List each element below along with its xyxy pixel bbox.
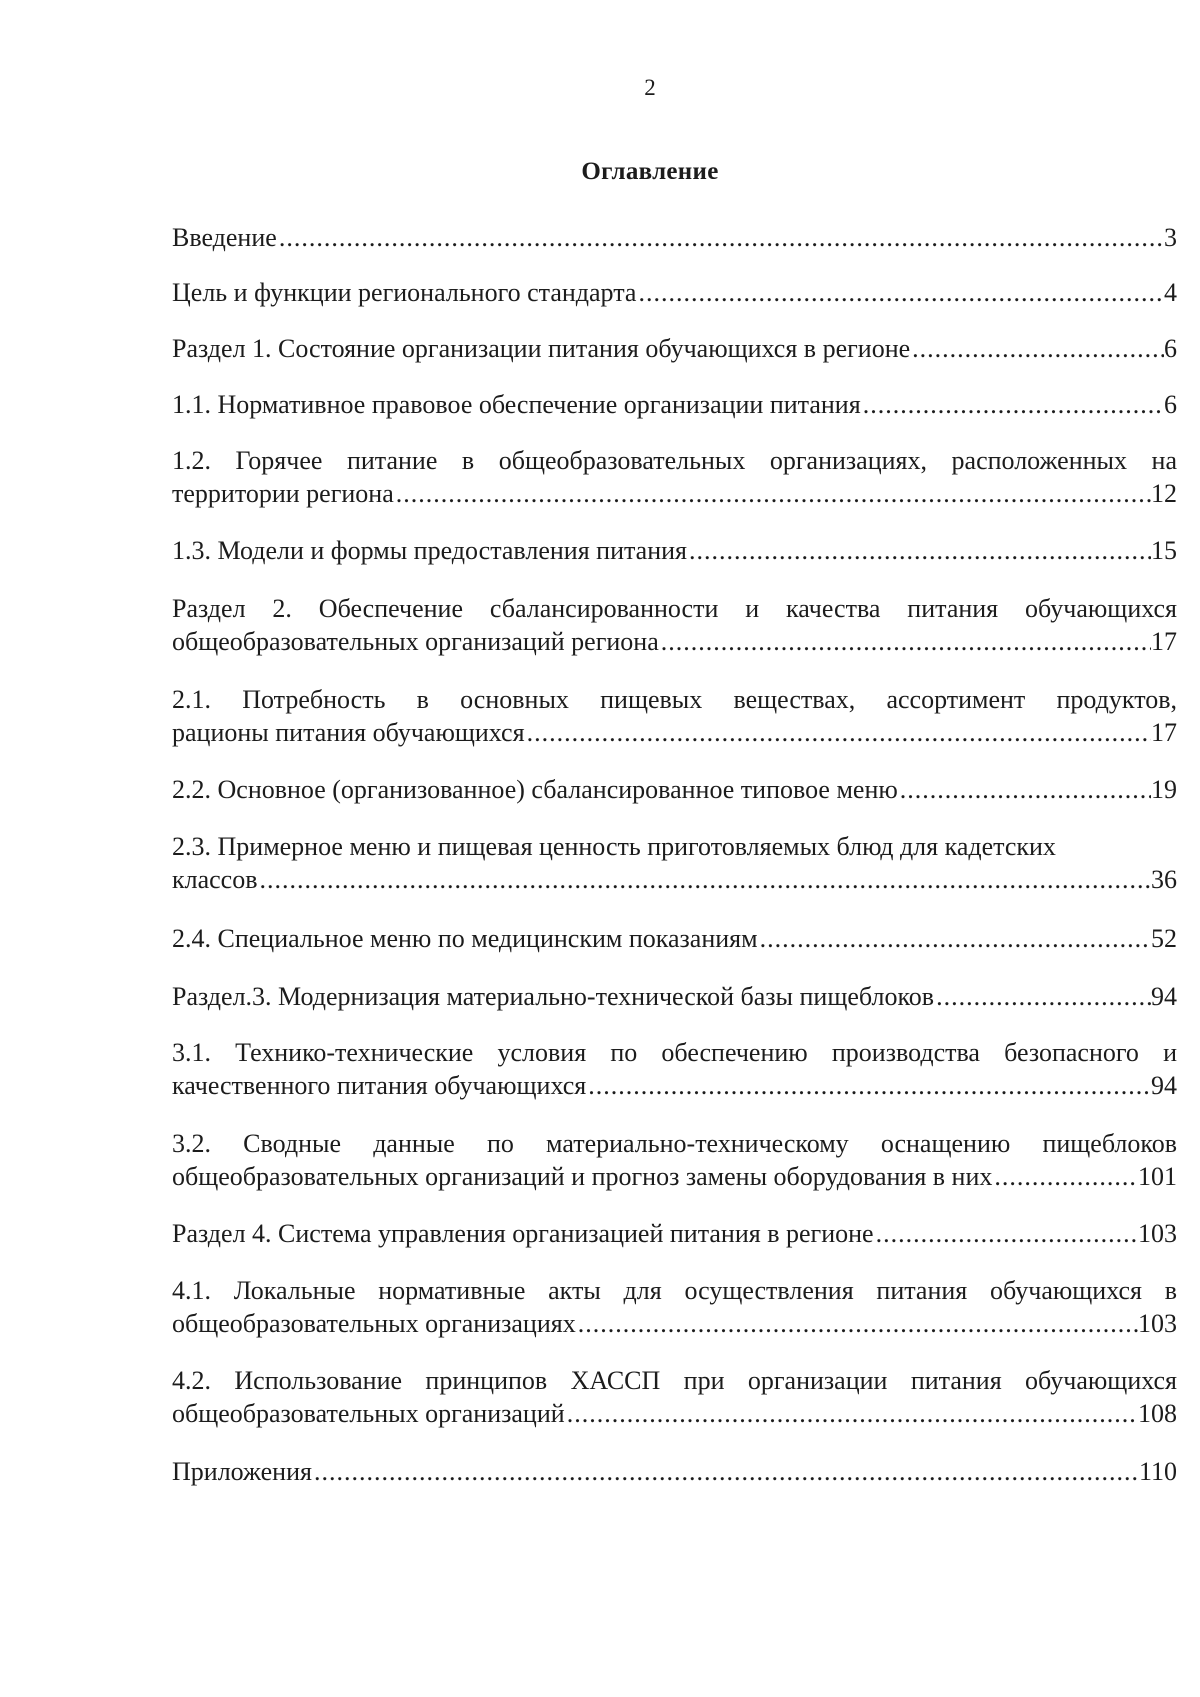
dot-leader [636,276,1164,309]
dot-leader [525,716,1151,749]
dot-leader [659,625,1151,658]
dot-leader [898,773,1151,806]
dot-leader [586,1069,1151,1102]
dot-leader [394,477,1151,510]
toc-page-number: 103 [1138,1309,1177,1338]
dot-leader [874,1217,1138,1250]
toc-entry-goals: Цель и функции регионального стандарта ..... 4 [172,276,1177,309]
toc-page-number: 19 [1151,775,1177,804]
dot-leader [258,863,1151,896]
toc-entry-section-1: Раздел 1. Состояние организации питания обучающихся в регионе ..... 6 [172,332,1177,365]
toc-page-number: 103 [1138,1219,1177,1248]
toc-entry-section-2: Раздел 2. Обеспечение сбалансированности и качества питания обучающихся общеобразовательных организаций региона ..... 17 [172,592,1177,658]
toc-page-number: 17 [1151,718,1177,747]
toc-page-number: 3 [1164,223,1177,252]
toc-entry-introduction: Введение ..... 3 [172,221,1177,254]
toc-page-number: 110 [1138,1457,1177,1486]
toc-page-number: 101 [1138,1162,1177,1191]
toc-entry-section-4: Раздел 4. Система управления организацией питания в регионе ..... 103 [172,1217,1177,1250]
dot-leader [576,1307,1138,1340]
dot-leader [687,534,1151,567]
toc-title: Оглавление [581,158,719,185]
toc-entry-section-3: Раздел.3. Модернизация материально-технической базы пищеблоков ..... 94 [172,980,1177,1013]
dot-leader [934,980,1151,1013]
toc-page-number: 6 [1164,334,1177,363]
toc-page-number: 4 [1164,278,1177,307]
page-number: 2 [644,75,656,100]
toc-page-number: 52 [1151,924,1177,953]
toc-page-number: 36 [1151,865,1177,894]
toc-page-number: 17 [1151,627,1177,656]
toc-entry-1-2: 1.2. Горячее питание в общеобразовательных организациях, расположенных на территории региона ..... 12 [172,444,1177,510]
toc-entry-2-3: 2.3. Примерное меню и пищевая ценность приготовляемых блюд для кадетских классов ..... 36 [172,830,1177,896]
dot-leader [277,221,1164,254]
toc-entry-1-3: 1.3. Модели и формы предоставления питания ..... 15 [172,534,1177,567]
toc-page-number: 94 [1151,1071,1177,1100]
toc-entry-4-1: 4.1. Локальные нормативные акты для осуществления питания обучающихся в общеобразовательных организациях ..... 103 [172,1274,1177,1340]
dot-leader [565,1397,1138,1430]
toc-entry-4-2: 4.2. Использование принципов ХАССП при организации питания обучающихся общеобразовательных организаций ..... 108 [172,1364,1177,1430]
toc-page-number: 12 [1151,479,1177,508]
toc-page-number: 108 [1138,1399,1177,1428]
dot-leader [758,922,1151,955]
dot-leader [910,332,1164,365]
dot-leader [861,388,1164,421]
toc-page-number: 94 [1151,982,1177,1011]
toc-page-number: 6 [1164,390,1177,419]
toc-page-number: 15 [1151,536,1177,565]
dot-leader [312,1455,1139,1488]
toc-entry-2-2: 2.2. Основное (организованное) сбалансированное типовое меню ..... 19 [172,773,1177,806]
dot-leader [992,1160,1138,1193]
toc-entry-2-4: 2.4. Специальное меню по медицинским показаниям ..... 52 [172,922,1177,955]
toc-entry-3-2: 3.2. Сводные данные по материально-техническому оснащению пищеблоков общеобразовательных организаций и прогноз замены оборудования в них ..... 101 [172,1127,1177,1193]
toc-entry-1-1: 1.1. Нормативное правовое обеспечение организации питания ..... 6 [172,388,1177,421]
toc-entry-appendices: Приложения ..... 110 [172,1455,1177,1488]
toc-entry-3-1: 3.1. Технико-технические условия по обеспечению производства безопасного и качественного питания обучающихся ..... 94 [172,1036,1177,1102]
toc-entry-2-1: 2.1. Потребность в основных пищевых веществах, ассортимент продуктов, рационы питания обучающихся ..... 17 [172,683,1177,749]
